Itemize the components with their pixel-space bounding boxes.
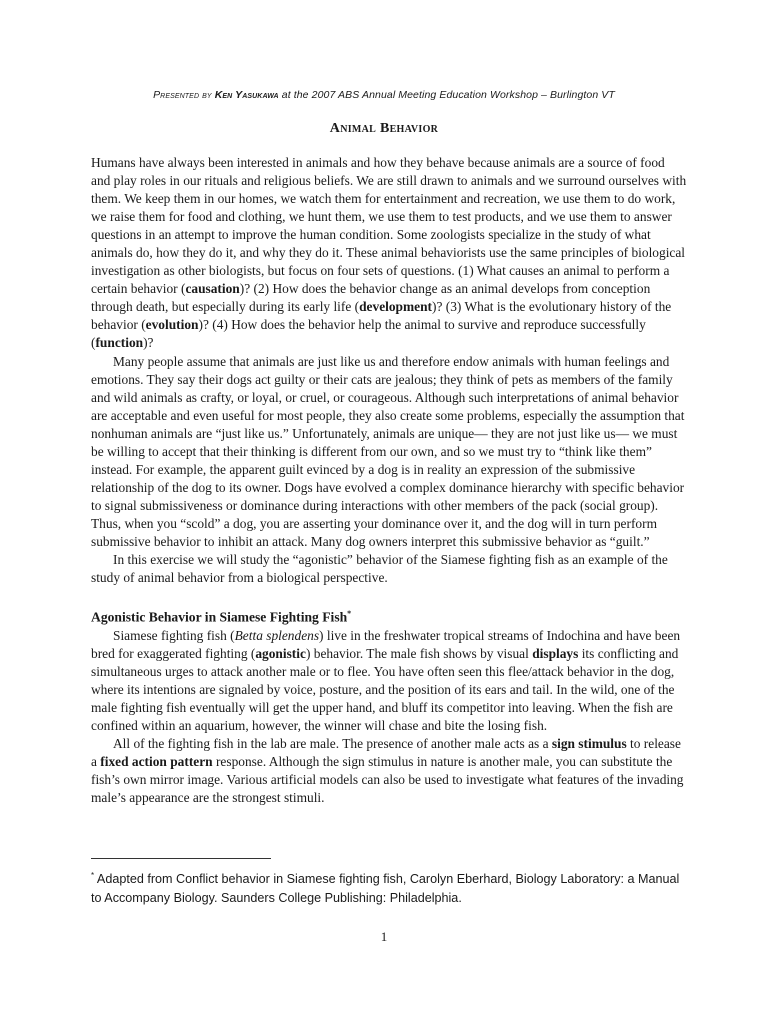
term-fixed-action-pattern: fixed action pattern [100,754,213,770]
footnote-text: Adapted from Conflict behavior in Siamese fighting fish, Carolyn Eberhard, Biology Laboratory: a Manual to Accompany Biology. Saunders College Publishing: Philadelphia. [91,872,680,906]
term-agonistic: agonistic [255,645,306,661]
document-title: Animal Behavior [329,121,439,136]
term-function: function [95,335,144,351]
intro-paragraph-3: In this exercise we will study the “agonistic” behavior of the Siamese fighting fish as an example of the study of animal behavior from a biological perspective. [91,552,668,586]
term-sign-stimulus: sign stimulus [551,735,627,751]
header-event: at the 2007 ABS Annual Meeting Education Workshop – Burlington VT [281,89,615,101]
section-paragraph-2: All of the fighting fish in the lab are male. The presence of another male acts as a sign stimulus to release a fixed action pattern response. Although the sign stimulus in nature is another male, you can substitute the fish’s own mirror image. Various artificial models can also be used to investigate what features of the invading male’s appearance are the strongest stimuli. [91,735,684,806]
section-paragraph-1: Siamese fighting fish (Betta splendens) live in the freshwater tropical streams of Indochina and have been bred for exaggerated fighting (agonistic) behavior. The male fish shows by visual displays its conflicting and simultaneous urges to attack another male or to flee. You have often seen this flee/attack behavior in the dog, where its intentions are signaled by voice, posture, and the position of its ears and tail. In the wild, one of the male fighting fish eventually will get the upper hand, and bluff its competitor into leaving. When the fish are confined within an aquarium, however, the winner will chase and bite the losing fish. [91,627,681,733]
term-development: development [359,299,433,315]
header-presented-by: Presented by [153,89,212,101]
footnote-divider [91,858,271,859]
intro-paragraph-2: Many people assume that animals are just like us and therefore endow animals with human feelings and emotions. They say their dogs act guilty or their cats are jealous; they think of pets as members of the family and wild animals as crafty, or loyal, or cruel, or courageous. Although such interpretations of animal behavior are acceptable and even useful for most people, they also create some problems, especially the assumption that nonhuman animals are “just like us.” Unfortunately, animals are unique— they are not just like us— we must be willing to accept that their thinking is different from our own, and so we must try to “think like them” instead. For example, the apparent guilt evinced by a dog is in reality an expression of the submissive relationship of the dog to its owner. Dogs have evolved a complex dominance hierarchy with specific behavior to signal submissiveness or dominance during interactions with other members of the pack (social group). Thus, when you “scold” a dog, you are asserting your dominance over it, and the dog will in turn perform submissive behavior to inhibit an attack. Many dog owners interpret this submissive behavior as “guilt.” [91,353,685,549]
term-causation: causation [185,281,240,297]
footnote-marker: * [347,609,352,619]
term-displays: displays [532,645,579,661]
term-evolution: evolution [145,317,199,333]
species-name: Betta splendens [234,627,320,643]
footnote-mark: * [91,871,95,880]
section-heading: Agonistic Behavior in Siamese Fighting Fish* [91,609,352,625]
header-author: Ken Yasukawa [214,89,279,101]
intro-paragraph-1: Humans have always been interested in animals and how they behave because animals are a source of food and play roles in our rituals and religious beliefs. We are still drawn to animals and we surround ourselves with them. We keep them in our homes, we watch them for entertainment and recreation, we use them to do work, we raise them for food and clothing, we hunt them, we use them to test products, and we use them to answer questions in an attempt to improve the human condition. Some zoologists specialize in the study of what animals do, how they do it, and why they do it. These animal behaviorists use the same principles of biological investigation as other biologists, but focus on four sets of questions. (1) What causes an animal to perform a certain behavior (causation)? (2) How does the behavior change as an animal develops from conception through death, but especially during its early life (development)? (3) What is the evolutionary history of the behavior (evolution)? (4) How does the behavior help the animal to survive and reproduce successfully (function)? [91,155,687,351]
page-number: 1 [380,929,388,944]
document-body [91,154,687,807]
page-header [0,89,768,101]
footnote [91,866,687,908]
